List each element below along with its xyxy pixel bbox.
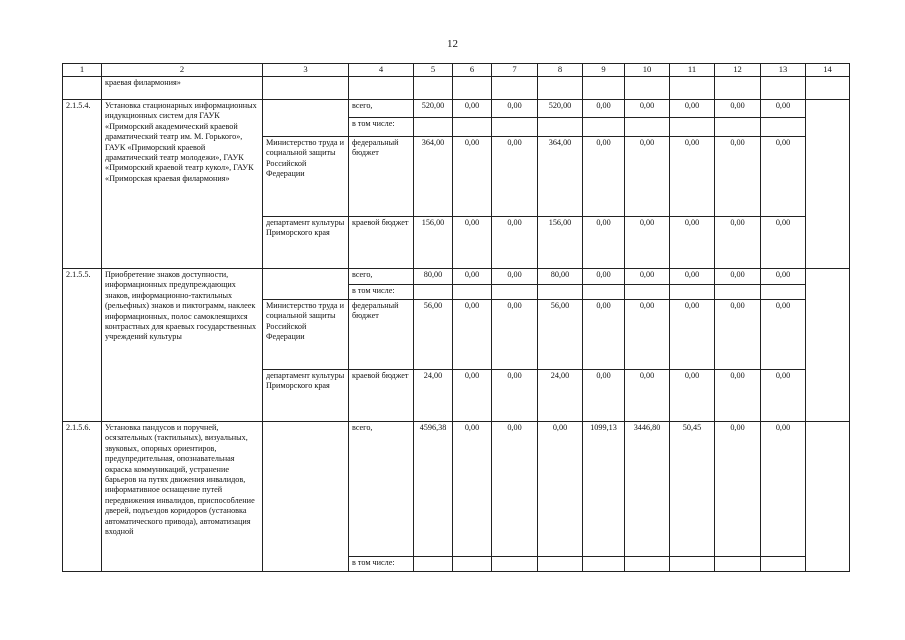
column-header: 6 [453,64,492,77]
value-cell: 0,00 [715,370,761,422]
value-cell: 520,00 [414,100,453,118]
value-cell: 0,00 [453,100,492,118]
value-cell: 0,00 [670,137,715,217]
value-cell: 0,00 [625,269,670,285]
item-code: 2.1.5.4. [63,100,102,269]
value-cell: 0,00 [453,217,492,269]
organization: Министерство труда и социальной защиты Российской Федерации [263,137,349,217]
value-cell: 56,00 [414,300,453,370]
column-header: 10 [625,64,670,77]
value-cell: 0,00 [761,370,806,422]
column-header: 8 [538,64,583,77]
item-code: 2.1.5.5. [63,269,102,422]
value-cell: 364,00 [414,137,453,217]
table-row [63,269,850,285]
value-cell: 24,00 [538,370,583,422]
item-name: Установка стационарных информационных индукционных систем для ГАУК «Приморский академический краевой драматический театр им. М. Горького», ГАУК «Приморский краевой драматический театр молодежи», ГАУК «Приморский краевой театр кукол», ГАУК «Приморская краевая филармония» [102,100,263,269]
value-cell: 0,00 [583,100,625,118]
incl-label: в том числе: [349,285,414,300]
value-cell: 50,45 [670,422,715,557]
value-cell: 0,00 [670,370,715,422]
value-cell: 0,00 [583,300,625,370]
value-cell: 3446,80 [625,422,670,557]
value-cell: 0,00 [453,137,492,217]
table-row [63,100,850,118]
value-cell: 0,00 [492,137,538,217]
value-cell: 0,00 [715,422,761,557]
value-cell: 0,00 [670,100,715,118]
value-cell: 520,00 [538,100,583,118]
organization: Министерство труда и социальной защиты Российской Федерации [263,300,349,370]
value-cell: 0,00 [625,217,670,269]
item-name: краевая филармония» [102,77,263,100]
value-cell: 0,00 [538,422,583,557]
value-cell: 0,00 [492,100,538,118]
value-cell: 0,00 [715,300,761,370]
column-header: 5 [414,64,453,77]
value-cell: 0,00 [670,300,715,370]
column-number-row [63,64,850,77]
value-cell: 0,00 [761,137,806,217]
value-cell: 0,00 [761,217,806,269]
value-cell: 0,00 [715,217,761,269]
column-header: 13 [761,64,806,77]
column-header: 14 [806,64,850,77]
value-cell: 0,00 [761,269,806,285]
value-cell: 0,00 [453,269,492,285]
value-cell: 0,00 [625,370,670,422]
value-cell: 0,00 [453,370,492,422]
organization: департамент культуры Приморского края [263,217,349,269]
total-label: всего, [349,422,414,557]
value-cell: 1099,13 [583,422,625,557]
value-cell: 0,00 [453,422,492,557]
value-cell: 4596,38 [414,422,453,557]
value-cell: 0,00 [715,100,761,118]
total-label: всего, [349,269,414,285]
value-cell: 0,00 [670,217,715,269]
item-name: Приобретение знаков доступности, информационных предупреждающих знаков, информационно-тактильных (рельефных) знаков и пиктограмм, наклеек информационных, полос самоклеящихся контрастных для краевых государственных учреждений культуры [102,269,263,422]
value-cell: 24,00 [414,370,453,422]
value-cell: 0,00 [583,137,625,217]
column-header: 12 [715,64,761,77]
incl-label: в том числе: [349,557,414,572]
funding-source: краевой бюджет [349,370,414,422]
value-cell: 0,00 [492,422,538,557]
value-cell: 0,00 [625,137,670,217]
value-cell: 0,00 [492,300,538,370]
column-header: 2 [102,64,263,77]
value-cell: 156,00 [538,217,583,269]
value-cell: 0,00 [670,269,715,285]
value-cell: 0,00 [625,100,670,118]
value-cell: 0,00 [453,300,492,370]
column-header: 11 [670,64,715,77]
column-header: 7 [492,64,538,77]
column-header: 9 [583,64,625,77]
value-cell: 0,00 [492,217,538,269]
column-header: 1 [63,64,102,77]
value-cell: 156,00 [414,217,453,269]
value-cell: 0,00 [761,422,806,557]
value-cell: 80,00 [538,269,583,285]
value-cell: 0,00 [492,370,538,422]
value-cell: 56,00 [538,300,583,370]
funding-source: федеральный бюджет [349,137,414,217]
budget-table [62,63,850,572]
value-cell: 0,00 [761,100,806,118]
value-cell: 0,00 [715,269,761,285]
page-number: 12 [447,38,458,50]
value-cell: 0,00 [625,300,670,370]
value-cell: 0,00 [492,269,538,285]
table-row [63,77,850,100]
value-cell: 0,00 [761,300,806,370]
value-cell: 80,00 [414,269,453,285]
value-cell: 0,00 [583,217,625,269]
funding-source: федеральный бюджет [349,300,414,370]
value-cell: 0,00 [583,269,625,285]
incl-label: в том числе: [349,118,414,137]
total-label: всего, [349,100,414,118]
value-cell: 0,00 [715,137,761,217]
value-cell: 0,00 [583,370,625,422]
column-header: 3 [263,64,349,77]
organization: департамент культуры Приморского края [263,370,349,422]
value-cell: 364,00 [538,137,583,217]
item-name: Установка пандусов и поручней, осязательных (тактильных), визуальных, звуковых, опорных ориентиров, предупредительная, опознавательная окраска коммуникаций, устранение барьеров на путях движения инвалидов, информативное оснащение путей передвижения инвалидов, приспособление дверей, подъездов коридоров (установка автоматического привода), автоматизация входной [102,422,263,572]
column-header: 4 [349,64,414,77]
table-row [63,422,850,557]
item-code: 2.1.5.6. [63,422,102,572]
funding-source: краевой бюджет [349,217,414,269]
